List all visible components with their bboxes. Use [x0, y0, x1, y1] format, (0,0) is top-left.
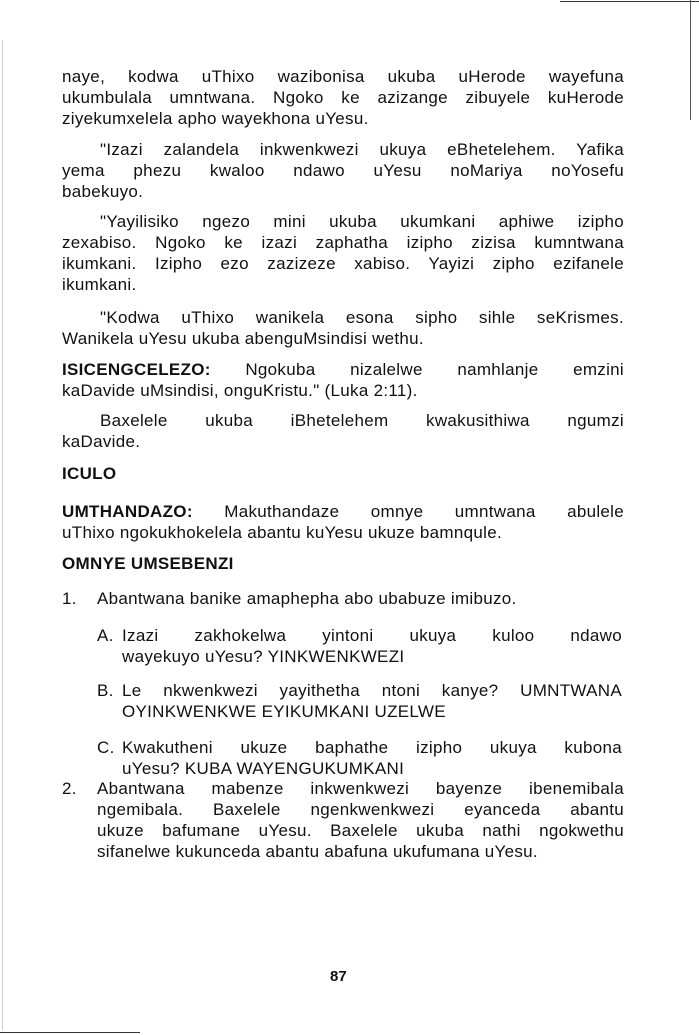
text-line: "Yayilisiko ngezo mini ukuba ukumkani aphiwe izipho [100, 212, 624, 231]
text-line: babekuyo. [62, 182, 144, 201]
text-line: wayekuyo uYesu? YINKWENKWEZI [122, 647, 405, 666]
paragraph-1 [62, 66, 624, 129]
paragraph-6 [62, 410, 624, 452]
text-line: "Kodwa uThixo wanikela esona sipho sihle seKrismes. [100, 308, 624, 327]
paragraph-3 [62, 211, 624, 295]
page-number: 87 [330, 968, 347, 985]
heading-omnye-umsebenzi: OMNYE UMSEBENZI [62, 554, 234, 573]
question-a [97, 625, 622, 667]
text-line: Abantwana banike amaphepha abo ubabuze imibuzo. [97, 589, 517, 608]
text-line: naye, kodwa uThixo wazibonisa ukuba uHerode wayefuna [62, 67, 624, 86]
memory-verse-label: ISICENGCELEZO: [62, 360, 211, 379]
text-line: yema phezu kwaloo ndawo uYesu noMariya noYosefu [62, 161, 624, 180]
text-line: Wanikela uYesu ukuba abenguMsindisi wethu. [62, 329, 424, 348]
question-c [97, 737, 622, 779]
text-line: kaDavide uMsindisi, onguKristu." (Luka 2:11). [62, 381, 418, 400]
text-line: Baxelele ukuba iBhetelehem kwakusithiwa ngumzi [100, 411, 624, 430]
question-b [97, 680, 622, 722]
item-number: 1. [62, 589, 77, 608]
text-line: Makuthandaze omnye umntwana abulele [192, 502, 624, 521]
scan-edge-top [560, 1, 699, 2]
text-line: uThixo ngokukhokelela abantu kuYesu ukuze bamnqule. [62, 523, 502, 542]
prayer-label: UMTHANDAZO: [62, 502, 193, 521]
text-line: Le nkwenkwezi yayithetha ntoni kanye? UMNTWANA [122, 681, 622, 700]
text-line: Kwakutheni ukuze baphathe izipho ukuya kubona [122, 738, 622, 757]
text-line: sifanelwe kukunceda abantu abafuna ukufumana uYesu. [97, 842, 538, 861]
text-line: Abantwana mabenze inkwenkwezi bayenze ibenemibala [97, 779, 624, 798]
text-line: ngemibala. Baxelele ngenkwenkwezi eyanceda abantu [97, 800, 624, 819]
list-item-1 [62, 588, 624, 609]
text-line: ikumkani. Izipho ezo zazizeze xabiso. Yayizi zipho ezifanele [62, 254, 624, 273]
text-line: Izazi zakhokelwa yintoni ukuya kuloo ndawo [122, 626, 622, 645]
paragraph-4 [62, 307, 624, 349]
heading-iculo: ICULO [62, 464, 117, 483]
question-letter: C. [97, 738, 115, 757]
item-number: 2. [62, 779, 77, 798]
text-line: ukuze bafumane uYesu. Baxelele ukuba nathi ngokwethu [97, 821, 624, 840]
memory-verse [62, 359, 624, 401]
text-line: ziyekumxelela apho wayekhona uYesu. [62, 109, 369, 128]
prayer [62, 501, 624, 543]
question-letter: B. [97, 681, 114, 700]
scan-edge-left [2, 40, 3, 1030]
scan-edge-bottom [0, 1032, 140, 1033]
text-line: ukumbulala umntwana. Ngoko ke azizange zibuyele kuHerode [62, 88, 624, 107]
text-line: kaDavide. [62, 432, 141, 451]
text-line: zexabiso. Ngoko ke izazi zaphatha izipho zizisa kumntwana [62, 233, 624, 252]
scan-edge-right [690, 0, 691, 120]
text-line: "Izazi zalandela inkwenkwezi ukuya eBhetelehem. Yafika [100, 140, 624, 159]
question-letter: A. [97, 626, 114, 645]
text-line: OYINKWENKWE EYIKUMKANI UZELWE [122, 702, 446, 721]
paragraph-2 [62, 139, 624, 202]
text-line: uYesu? KUBA WAYENGUKUMKANI [122, 759, 405, 778]
list-item-2 [62, 778, 624, 862]
text-line: ikumkani. [62, 275, 137, 294]
text-line: Ngokuba nizalelwe namhlanje emzini [210, 360, 624, 379]
